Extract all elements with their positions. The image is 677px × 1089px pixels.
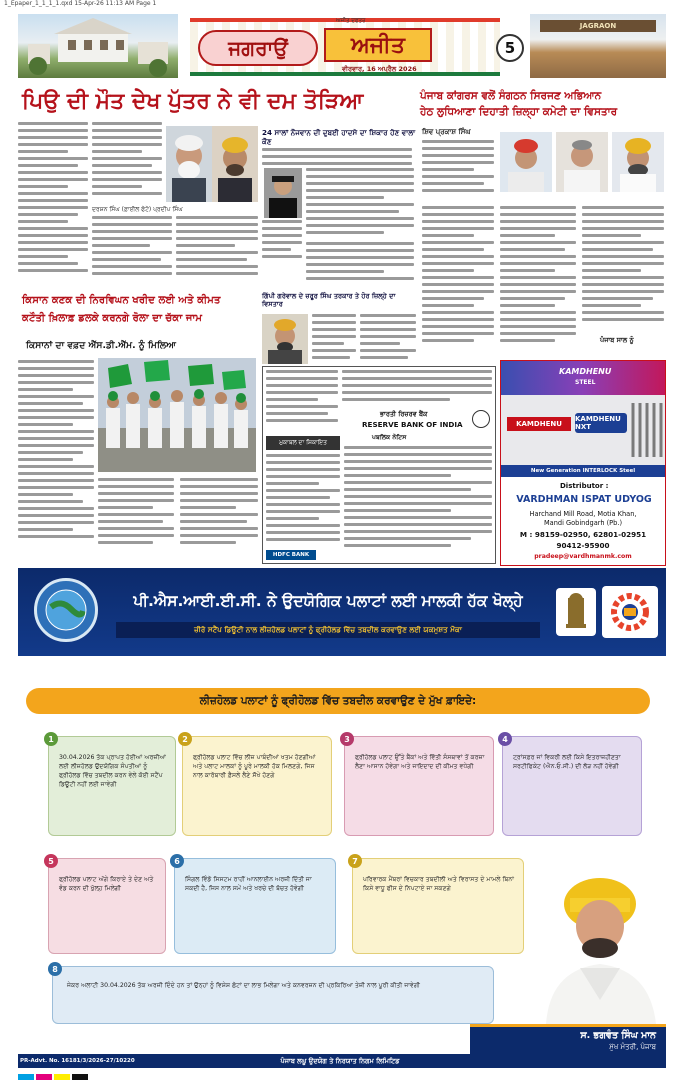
cm-portrait bbox=[530, 860, 666, 1024]
congress-text-col-1 bbox=[422, 206, 494, 348]
benefit-text-6: ਸਿੰਗਲ ਵਿੰਡੋ ਸਿਸਟਮ ਰਾਹੀਂ ਆਨਲਾਈਨ ਅਰਜ਼ੀ ਦਿੱਤੀ ਜਾ ਸਕਦੀ ਹੈ, ਜਿਸ ਨਾਲ ਸਮੇਂ ਅਤੇ ਖਰਚੇ ਦੀ ਬੱਚਤ ਹੋਵੇਗੀ bbox=[185, 876, 312, 892]
rbi-name: RESERVE BANK OF INDIA bbox=[362, 420, 463, 429]
benefit-num-5: 5 bbox=[44, 854, 58, 868]
lead-photo-caption: ਦਰਸ਼ਨ ਸਿੰਘ (ਫ਼ਾਈਲ ਫੋਟੋ) ਪ੍ਰਦੀਪ ਸਿੰਘ bbox=[92, 206, 183, 213]
hdfc-logo bbox=[266, 550, 316, 560]
benefit-num-2: 2 bbox=[178, 732, 192, 746]
globe-icon bbox=[37, 581, 95, 639]
distributor-name: VARDHMAN ISPAT UDYOG bbox=[516, 494, 652, 505]
print-slug: 1_Epaper_1_1_1_1.qxd 15-Apr-26 11:13 AM Page 1 bbox=[4, 0, 157, 7]
benefit-card-5 bbox=[48, 858, 166, 954]
benefit-num-6: 6 bbox=[170, 854, 184, 868]
notice-table-left bbox=[266, 454, 340, 550]
notice-box-label: ਮੁਕਾਬਲ ਦਾ ਸ਼ਿਕਾਇਤ bbox=[279, 439, 327, 446]
congress-text-col-3 bbox=[582, 206, 664, 330]
kamdhenu-product-band bbox=[501, 395, 665, 465]
masthead-title-left-text: ਜਗਰਾਉਂ bbox=[228, 36, 288, 60]
benefit-num-4: 4 bbox=[498, 732, 512, 746]
benefit-text-3: ਫ੍ਰੀਹੋਲਡ ਪਲਾਟ ਉੱਤੇ ਬੈਂਕਾਂ ਅਤੇ ਵਿੱਤੀ ਸੰਸਥਾਵਾਂ ਤੋਂ ਕਰਜ਼ਾ ਲੈਣਾ ਆਸਾਨ ਹੋਵੇਗਾ ਅਤੇ ਜਾਇਦਾਦ ਦੀ ਕੀਮਤ ਵਧੇਗੀ bbox=[355, 754, 485, 770]
station-sign: JAGRAON bbox=[540, 20, 656, 32]
benefit-text-2: ਫ੍ਰੀਹੋਲਡ ਪਲਾਟ ਵਿੱਚ ਲੀਜ਼ ਪਾਬੰਦੀਆਂ ਖਤਮ ਹੋਣਗੀਆਂ ਅਤੇ ਪਲਾਟ ਮਾਲਕਾਂ ਨੂੰ ਪੂਰੇ ਮਾਲਕੀ ਹੱਕ ਮਿਲਣਗੇ, ਜਿਸ ਨਾਲ ਕਾਰੋਬਾਰੀ ਫ਼ੈਸਲੇ ਲੈਣੇ ਸੌਖੇ ਹੋਣਗੇ bbox=[193, 754, 316, 779]
notice-right-col bbox=[342, 370, 492, 410]
congress-portrait-3 bbox=[612, 132, 664, 192]
benefit-text-7: ਪਰਿਵਾਰਕ ਮੈਂਬਰਾਂ ਵਿਚਕਾਰ ਤਬਦੀਲੀ ਅਤੇ ਵਿਰਾਸਤ ਦੇ ਮਾਮਲੇ ਬਿਨਾਂ ਕਿਸੇ ਵਾਧੂ ਫੀਸ ਦੇ ਨਿਪਟਾਏ ਜਾ ਸਕਣਗੇ bbox=[363, 876, 514, 892]
kamdhenu-nxt bbox=[575, 413, 627, 433]
lead-text-col-4 bbox=[176, 216, 258, 282]
lead-portraits bbox=[166, 126, 258, 202]
brief-headline: ਗਿੱਪੀ ਗਰੇਵਾਲ ਦੇ ਜ਼ਰੂਰ ਸਿੰਘ ਤਰਕਾਰ ਤੇ ਹੋਰ ਜ਼ਿਲ੍ਹੇ ਦਾ ਵਿਸਤਾਰ bbox=[262, 292, 396, 308]
benefit-card-3 bbox=[344, 736, 494, 836]
youth-headline: 24 ਸਾਲਾਂ ਨੌਜਵਾਨ ਦੀ ਦੁਬਈ ਹਾਦਸੇ ਦਾ ਸ਼ਿਕਾਰ ਹੋਣ ਵਾਲਾ ਕੌਣ bbox=[262, 128, 416, 146]
benefit-card-6 bbox=[174, 858, 336, 954]
benefit-text-4: ਟ੍ਰਾਂਸਫ਼ਰ ਜਾਂ ਵਿਕਰੀ ਲਈ ਕਿਸੇ ਇਤਰਾਜ਼ਹੀਣਤਾ ਸਰਟੀਫਿਕੇਟ (ਐਨ.ਓ.ਸੀ.) ਦੀ ਲੋੜ ਨਹੀਂ ਹੋਵੇਗੀ bbox=[513, 754, 621, 770]
lead-text-col-1 bbox=[18, 122, 88, 280]
kisan-headline-1: ਕਿਸਾਨ ਕਣਕ ਦੀ ਨਿਰਵਿਘਨ ਖਰੀਦ ਲਈ ਅਤੇ ਕੀਮਤ bbox=[22, 295, 221, 306]
building-illustration bbox=[18, 14, 178, 78]
kamdhenu-header bbox=[501, 361, 665, 395]
distributor-phone-2: 90412-95900 bbox=[556, 541, 610, 550]
benefit-card-2 bbox=[182, 736, 332, 836]
congress-byline: ਪੰਜਾਬ ਸਾਲ ਨੂੰ bbox=[600, 336, 634, 344]
masthead-date: ਵੀਰਵਾਰ, 16 ਅਪ੍ਰੈਲ 2026 bbox=[342, 65, 417, 73]
masthead-tagline: ਅਜੀਤ ਦਫਤਰ bbox=[336, 18, 366, 24]
notice-table-right bbox=[344, 446, 492, 558]
lead-text-col-3 bbox=[92, 216, 172, 282]
psiec-logo-right bbox=[602, 586, 658, 638]
congress-portrait-2 bbox=[556, 132, 608, 192]
brief-text-col-1 bbox=[312, 314, 356, 364]
kisan-subhead: ਕਿਸਾਨਾਂ ਦਾ ਵਫ਼ਦ ਐੱਸ.ਡੀ.ਐੱਮ. ਨੂੰ ਮਿਲਿਆ bbox=[26, 340, 177, 351]
brief-photo bbox=[262, 314, 308, 364]
notice-box bbox=[266, 436, 340, 450]
cm-title: ਮੁੱਖ ਮੰਤਰੀ, ਪੰਜਾਬ bbox=[609, 1043, 656, 1051]
youth-portrait bbox=[264, 168, 302, 218]
psiec-footer-center: ਪੰਜਾਬ ਲਘੂ ਉਦਯੋਗ ਤੇ ਨਿਰਯਾਤ ਨਿਗਮ ਲਿਮਿਟਿਡ bbox=[280, 1057, 400, 1065]
kamdhenu-label-block bbox=[507, 417, 571, 431]
youth-text-top bbox=[262, 148, 412, 166]
masthead-title-right-text: ਅਜੀਤ bbox=[351, 32, 405, 58]
distributor-address-2: Mandi Gobindgarh (Pb.) bbox=[543, 519, 623, 527]
page-number-badge bbox=[496, 34, 524, 62]
masthead-title-left bbox=[198, 30, 318, 66]
rbi-notice-title: ਪਬਲਿਕ ਨੋਟਿਸ bbox=[372, 434, 407, 441]
lead-text-col-2 bbox=[92, 122, 162, 202]
youth-text-right bbox=[306, 168, 414, 238]
rbi-label: ਭਾਰਤੀ ਰਿਜ਼ਰਵ ਬੈਂਕ bbox=[380, 410, 428, 418]
kamdhenu-tagline: New Generation INTERLOCK Steel bbox=[530, 468, 636, 474]
steel-bars-icon bbox=[629, 401, 663, 459]
benefit-num-3: 3 bbox=[340, 732, 354, 746]
psiec-subhead-bar bbox=[116, 622, 540, 638]
benefit-num-1: 1 bbox=[44, 732, 58, 746]
youth-text-bottom-2 bbox=[306, 242, 414, 282]
psiec-subhead: ਜ਼ੀਰੋ ਸਟੈਂਪ ਡਿਊਟੀ ਨਾਲ ਲੀਜ਼ਹੋਲਡ ਪਲਾਟਾਂ ਨੂੰ ਫ੍ਰੀਹੋਲਡ ਵਿੱਚ ਤਬਦੀਲ ਕਰਵਾਉਣ ਲਈ ਯਕਮੁਸ਼ਤ ਮੌਕਾ bbox=[194, 625, 462, 634]
kamdhenu-brand-top: KAMDHENU bbox=[559, 367, 612, 376]
masthead bbox=[18, 12, 666, 82]
congress-photo-3 bbox=[612, 132, 664, 192]
ashoka-emblem-icon bbox=[556, 588, 596, 636]
congress-photo-1 bbox=[500, 132, 552, 192]
benefit-card-4 bbox=[502, 736, 642, 836]
benefit-text-1: 30.04.2026 ਤੱਕ ਪ੍ਰਾਪਤ ਹੋਈਆਂ ਅਰਜ਼ੀਆਂ ਲਈ ਲੀਜ਼ਹੋਲਡ ਉਦਯੋਗਿਕ ਸੰਪਤੀਆਂ ਨੂੰ ਫ੍ਰੀਹੋਲਡ ਵਿੱਚ ਤਬਦੀਲ ਕਰਨ ਵੇਲੇ ਕੋਈ ਸਟੈਂਪ ਡਿਊਟੀ ਨਹੀਂ ਲਈ ਜਾਵੇਗੀ bbox=[59, 754, 167, 788]
kisan-photo bbox=[98, 358, 256, 472]
kisan-text-col-1 bbox=[18, 360, 94, 550]
youth-photo bbox=[264, 168, 302, 218]
brief-text-col-2 bbox=[360, 314, 416, 364]
benefit-text-5: ਫ੍ਰੀਹੋਲਡ ਪਲਾਟ ਅੱਗੇ ਕਿਰਾਏ ਤੇ ਦੇਣ ਅਤੇ ਵੰਡ ਕਰਨ ਦੀ ਖੁੱਲ੍ਹ ਮਿਲੇਗੀ bbox=[59, 876, 154, 892]
page-number: 5 bbox=[504, 39, 516, 57]
congress-headline-2: ਹੇਠ ਲੁਧਿਆਣਾ ਦਿਹਾਤੀ ਜ਼ਿਲ੍ਹਾ ਕਮੇਟੀ ਦਾ ਵਿਸਤਾਰ bbox=[420, 106, 618, 118]
color-registration-bar bbox=[18, 1074, 88, 1080]
congress-text-intro bbox=[422, 140, 494, 200]
kisan-headline-2: ਕਟੌਤੀ ਖ਼ਿਲਾਫ਼ ਡਲਕੇ ਕਰਨਗੇ ਰੋਲਾ ਦਾ ਚੱਕਾ ਜਾਮ bbox=[22, 313, 203, 324]
hdfc-label: HDFC BANK bbox=[272, 552, 310, 558]
distributor-address-1: Harchand Mill Road, Motia Khan, bbox=[529, 510, 637, 518]
kisan-text-col-2 bbox=[98, 478, 174, 550]
notice-left-col bbox=[266, 370, 338, 430]
emblem-logo bbox=[556, 588, 596, 636]
cm-portrait-illustration bbox=[530, 860, 666, 1024]
lead-photo bbox=[166, 126, 258, 202]
benefit-card-7 bbox=[352, 858, 524, 954]
benefits-title: ਲੀਜ਼ਹੋਲਡ ਪਲਾਟਾਂ ਨੂੰ ਫ੍ਰੀਹੋਲਡ ਵਿੱਚ ਤਬਦੀਲ ਕਰਵਾਉਣ ਦੇ ਮੁੱਖ ਫ਼ਾਇਦੇ: bbox=[199, 694, 477, 707]
rbi-logo-icon bbox=[472, 410, 490, 428]
kamdhenu-brand: KAMDHENU bbox=[516, 420, 562, 428]
benefits-title-bar bbox=[26, 688, 650, 714]
benefit-text-8: ਜੇਕਰ ਅਲਾਟੀ 30.04.2026 ਤੱਕ ਅਰਜ਼ੀ ਦਿੰਦੇ ਹਨ ਤਾਂ ਉਨ੍ਹਾਂ ਨੂੰ ਵਿਸ਼ੇਸ਼ ਛੋਟਾਂ ਦਾ ਲਾਭ ਮਿਲੇਗਾ ਅਤੇ ਕਨਵਰਜ਼ਨ ਦੀ ਪ੍ਰਕਿਰਿਆ ਤੇਜ਼ੀ ਨਾਲ ਪੂਰੀ ਕੀਤੀ ਜਾਵੇਗੀ bbox=[67, 982, 421, 989]
masthead-left-photo bbox=[18, 14, 178, 78]
protest-crowd bbox=[98, 358, 256, 472]
congress-headline-1: ਪੰਜਾਬ ਕਾਂਗਰਸ ਵਲੋਂ ਸੰਗਠਨ ਸਿਰਜਣ ਅਭਿਆਨ bbox=[420, 90, 602, 102]
gear-icon bbox=[602, 586, 658, 638]
kisan-text-col-3 bbox=[180, 478, 258, 550]
kamdhenu-steel: STEEL bbox=[575, 379, 596, 386]
psiec-headline: ਪੀ.ਐਸ.ਆਈ.ਈ.ਸੀ. ਨੇ ਉਦਯੋਗਿਕ ਪਲਾਟਾਂ ਲਈ ਮਾਲਕੀ ਹੱਕ ਖੋਲ੍ਹੇ bbox=[133, 592, 523, 610]
distributor-label: Distributor : bbox=[560, 482, 609, 490]
cm-name-bar bbox=[470, 1024, 666, 1054]
distributor-phone-1: M : 98159-02950, 62801-02951 bbox=[519, 530, 647, 539]
masthead-right-photo bbox=[530, 14, 666, 78]
benefit-num-8: 8 bbox=[48, 962, 62, 976]
psiec-logo-left bbox=[34, 578, 98, 642]
congress-portrait-1 bbox=[500, 132, 552, 192]
benefit-card-1 bbox=[48, 736, 176, 836]
benefit-num-7: 7 bbox=[348, 854, 362, 868]
benefit-card-8 bbox=[52, 966, 494, 1024]
brief-portrait bbox=[262, 314, 308, 364]
youth-text-bottom bbox=[262, 220, 302, 260]
kamdhenu-product: KAMDHENU NXT bbox=[575, 415, 621, 431]
congress-text-col-2 bbox=[500, 206, 576, 348]
cm-name: ਸ. ਭਗਵੰਤ ਸਿੰਘ ਮਾਨ bbox=[580, 1030, 656, 1041]
psiec-footer-left: PR-Advt. No. 16181/3/2026-27/10220 bbox=[20, 1058, 135, 1064]
congress-intro: ਸ਼ਿਵ ਪ੍ਰਕਾਸ਼ ਸਿੰਘ bbox=[422, 128, 471, 136]
kamdhenu-tagline-bar bbox=[501, 465, 665, 477]
congress-photo-2 bbox=[556, 132, 608, 192]
lead-headline: ਪਿਉ ਦੀ ਮੌਤ ਦੇਖ ਪੁੱਤਰ ਨੇ ਵੀ ਦਮ ਤੋੜਿਆ bbox=[22, 88, 364, 114]
distributor-email: pradeep@vardhmanmk.com bbox=[534, 553, 632, 560]
masthead-title-right bbox=[324, 28, 432, 62]
